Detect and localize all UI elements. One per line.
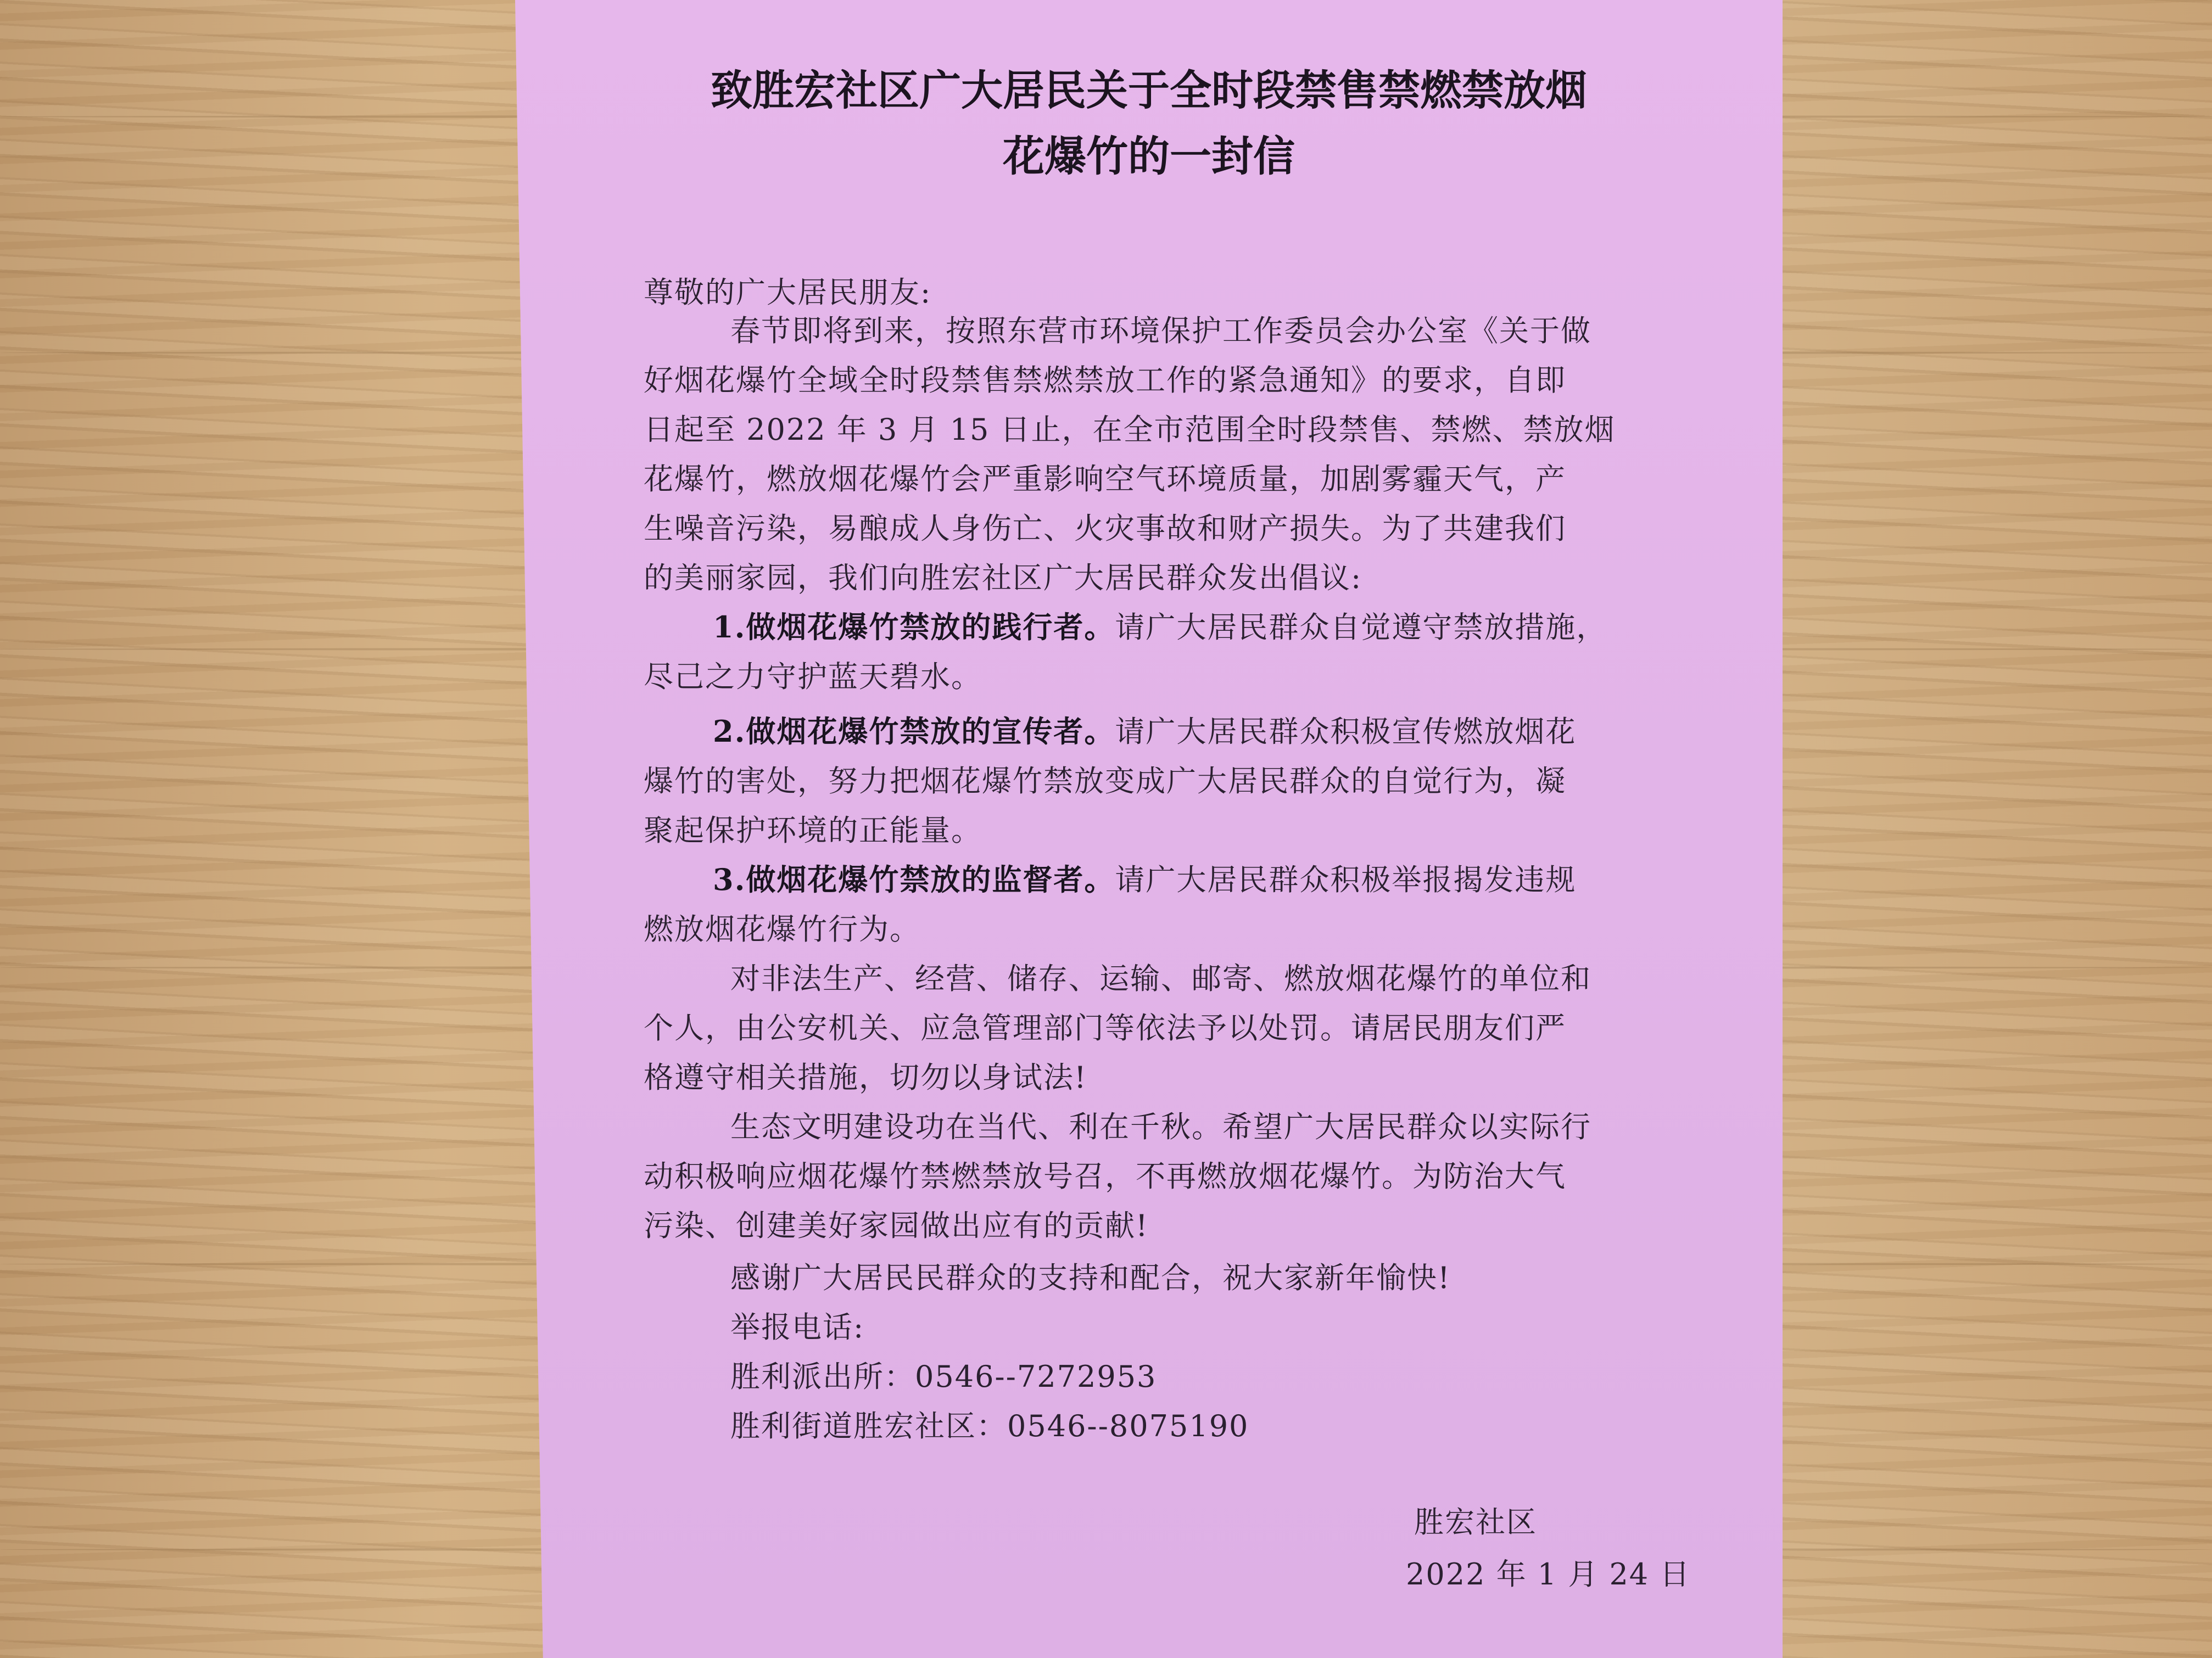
- intro-line: 日起至 2022 年 3 月 15 日止，在全市范围全时段禁售、禁燃、禁放烟: [644, 412, 1616, 447]
- hotline-community: 胜利街道胜宏社区：0546--8075190: [730, 1409, 1249, 1443]
- penalty-line: 个人，由公安机关、应急管理部门等依法予以处罚。请居民朋友们严: [644, 1011, 1566, 1045]
- salutation: 尊敬的广大居民朋友:: [644, 275, 932, 310]
- item-3-heading: 3.做烟花爆竹禁放的监督者。: [713, 862, 1115, 897]
- penalty-line: 格遵守相关措施，切勿以身试法!: [644, 1060, 1087, 1095]
- closing-line: 动积极响应烟花爆竹禁燃禁放号召，不再燃放烟花爆竹。为防治大气: [644, 1159, 1566, 1194]
- hotline-label: 举报电话:: [730, 1310, 865, 1345]
- signature-date: 2022 年 1 月 24 日: [1406, 1557, 1691, 1592]
- item-1-text: 请广大居民群众自觉遵守禁放措施，: [1115, 610, 1607, 645]
- signature-org: 胜宏社区: [1414, 1505, 1537, 1539]
- item-3: [713, 856, 1576, 899]
- hotline-police-station: 胜利派出所：0546--7272953: [730, 1359, 1157, 1394]
- intro-line: 生噪音污染，易酿成人身伤亡、火灾事故和财产损失。为了共建我们: [644, 511, 1566, 546]
- item-1: [713, 604, 1607, 646]
- item-1-text: 尽己之力守护蓝天碧水。: [644, 659, 982, 694]
- penalty-line: 对非法生产、经营、储存、运输、邮寄、燃放烟花爆竹的单位和: [730, 961, 1591, 996]
- item-2-text: 爆竹的害处，努力把烟花爆竹禁放变成广大居民群众的自觉行为，凝: [644, 764, 1566, 798]
- closing-line: 生态文明建设功在当代、利在千秋。希望广大居民群众以实际行: [730, 1110, 1591, 1144]
- item-3-text: 燃放烟花爆竹行为。: [644, 912, 920, 946]
- closing-line: 污染、创建美好家园做出应有的贡献!: [644, 1208, 1149, 1243]
- item-3-text: 请广大居民群众积极举报揭发违规: [1115, 862, 1577, 897]
- thanks-line: 感谢广大居民民群众的支持和配合，祝大家新年愉快!: [730, 1261, 1451, 1295]
- intro-line: 好烟花爆竹全域全时段禁售禁燃禁放工作的紧急通知》的要求，自即: [644, 363, 1566, 397]
- item-2-heading: 2.做烟花爆竹禁放的宣传者。: [713, 714, 1115, 749]
- item-2-text: 请广大居民群众积极宣传燃放烟花: [1115, 714, 1577, 749]
- intro-line: 春节即将到来，按照东营市环境保护工作委员会办公室《关于做: [730, 313, 1591, 348]
- letter-title-line-1: 致胜宏社区广大居民关于全时段禁售禁燃禁放烟: [711, 66, 1587, 115]
- intro-line: 花爆竹，燃放烟花爆竹会严重影响空气环境质量，加剧雾霾天气，产: [644, 462, 1566, 496]
- intro-line: 的美丽家园，我们向胜宏社区广大居民群众发出倡议:: [644, 561, 1362, 595]
- item-2: [713, 708, 1576, 750]
- item-2-text: 聚起保护环境的正能量。: [644, 813, 982, 848]
- letter-title-line-2: 花爆竹的一封信: [1003, 132, 1295, 181]
- item-1-heading: 1.做烟花爆竹禁放的践行者。: [713, 609, 1115, 645]
